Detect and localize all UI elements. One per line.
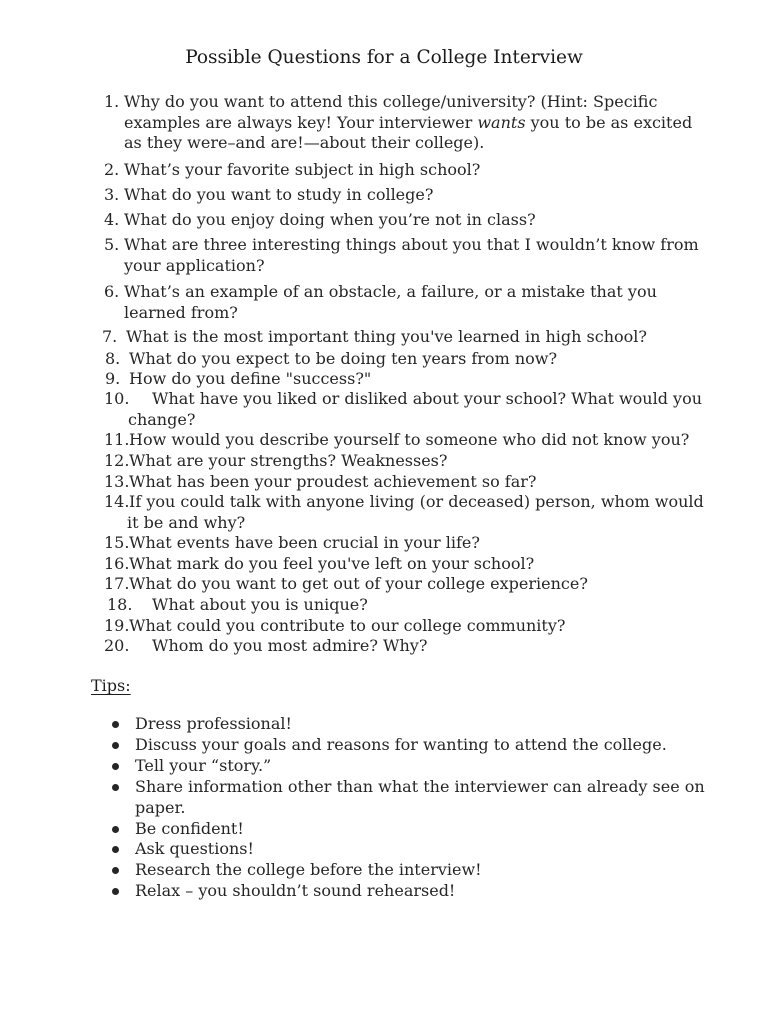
question-item	[0, 349, 768, 370]
emphasis-text: wants	[477, 112, 526, 132]
question-text-line: it be and why?	[127, 512, 246, 532]
question-number: 18.	[107, 595, 133, 614]
question-text-line: learned from?	[124, 302, 238, 322]
bullet-icon	[112, 721, 119, 728]
question-number: 1.	[104, 92, 120, 111]
question-text-line: If you could talk with anyone living (or deceased) person, whom would	[129, 492, 704, 511]
tip-text-line: Be confident!	[135, 819, 244, 838]
bullet-icon	[112, 763, 119, 770]
question-item	[0, 160, 768, 181]
question-text-line: your application?	[124, 255, 265, 275]
bullet-icon	[112, 784, 119, 791]
question-item	[0, 472, 768, 493]
tip-item	[112, 735, 712, 756]
question-item	[0, 636, 768, 657]
question-item	[0, 595, 768, 616]
question-text-line: How do you define "success?"	[129, 369, 372, 388]
bullet-icon	[112, 742, 119, 749]
question-number: 4.	[104, 210, 120, 229]
bullet-icon	[112, 826, 119, 833]
question-text-line: What’s your favorite subject in high school?	[124, 160, 481, 179]
question-text-line: What do you want to study in college?	[124, 185, 434, 204]
tip-text-line: Dress professional!	[135, 714, 292, 733]
question-text-line: What events have been crucial in your life?	[129, 533, 480, 552]
question-item	[0, 492, 768, 533]
question-item	[0, 533, 768, 554]
question-text-line: as they were–and are!—about their college).	[124, 133, 485, 152]
tip-item	[112, 839, 712, 860]
tip-item	[112, 777, 712, 818]
question-number: 5.	[104, 235, 120, 254]
question-number: 9.	[105, 369, 121, 388]
question-text-line: How would you describe yourself to someone who did not know you?	[129, 430, 690, 449]
question-text-line: What could you contribute to our college community?	[129, 616, 566, 635]
question-item	[0, 92, 768, 154]
question-item	[0, 574, 768, 595]
question-item	[0, 327, 768, 348]
question-number: 12.	[104, 451, 130, 470]
question-text-line: Why do you want to attend this college/university? (Hint: Specific	[124, 92, 658, 111]
question-number: 6.	[104, 282, 120, 301]
bullet-icon	[112, 888, 119, 895]
tip-text-line: Relax – you shouldn’t sound rehearsed!	[135, 881, 456, 900]
tip-text-line: Tell your “story.”	[135, 756, 272, 775]
question-item	[0, 210, 768, 231]
question-item	[0, 554, 768, 575]
question-number: 7.	[102, 327, 118, 346]
question-text-line: What about you is unique?	[152, 595, 368, 614]
question-item	[0, 235, 768, 276]
question-item	[0, 369, 768, 390]
question-number: 19.	[104, 616, 130, 635]
bullet-icon	[112, 867, 119, 874]
question-text-line: What has been your proudest achievement so far?	[129, 472, 537, 491]
question-item	[0, 185, 768, 206]
question-number: 20.	[104, 636, 130, 655]
question-text-line: examples are always key! Your interviewer wants you to be as excited	[124, 112, 693, 132]
tip-text-line: Ask questions!	[135, 839, 254, 858]
question-text-line: What are three interesting things about you that I wouldn’t know from	[124, 235, 699, 254]
tip-item	[112, 714, 712, 735]
question-item	[0, 430, 768, 451]
tips-heading: Tips:	[91, 676, 131, 695]
question-number: 13.	[104, 472, 130, 491]
question-item	[0, 451, 768, 472]
question-text-line: What mark do you feel you've left on your school?	[129, 554, 535, 573]
tip-item	[112, 819, 712, 840]
tip-item	[112, 860, 712, 881]
tip-text-line: Discuss your goals and reasons for wanting to attend the college.	[135, 735, 667, 754]
question-number: 16.	[104, 554, 130, 573]
question-text-line: What do you expect to be doing ten years from now?	[129, 349, 558, 368]
question-text-line: What do you want to get out of your college experience?	[129, 574, 588, 593]
tip-item	[112, 881, 712, 902]
tip-item	[112, 756, 712, 777]
question-item	[0, 616, 768, 637]
question-number: 3.	[104, 185, 120, 204]
page-title: Possible Questions for a College Interview	[185, 47, 583, 68]
question-text-line: What are your strengths? Weaknesses?	[129, 451, 448, 470]
tip-text-line: paper.	[135, 797, 186, 817]
tip-text-line: Research the college before the interview!	[135, 860, 482, 879]
question-number: 14.	[104, 492, 130, 511]
question-number: 17.	[104, 574, 130, 593]
question-text-line: change?	[128, 409, 196, 429]
question-item	[0, 282, 768, 323]
question-number: 15.	[104, 533, 130, 552]
question-text-line: What have you liked or disliked about your school? What would you	[152, 389, 703, 408]
bullet-icon	[112, 846, 119, 853]
question-number: 10.	[104, 389, 130, 408]
question-number: 11.	[104, 430, 130, 449]
tip-text-line: Share information other than what the interviewer can already see on	[135, 777, 705, 796]
question-number: 8.	[105, 349, 121, 368]
question-text-line: What is the most important thing you've learned in high school?	[126, 327, 647, 346]
question-number: 2.	[104, 160, 120, 179]
question-text-line: Whom do you most admire? Why?	[152, 636, 428, 655]
question-text-line: What’s an example of an obstacle, a failure, or a mistake that you	[124, 282, 657, 301]
question-text-line: What do you enjoy doing when you’re not in class?	[124, 210, 536, 229]
question-item	[0, 389, 768, 430]
